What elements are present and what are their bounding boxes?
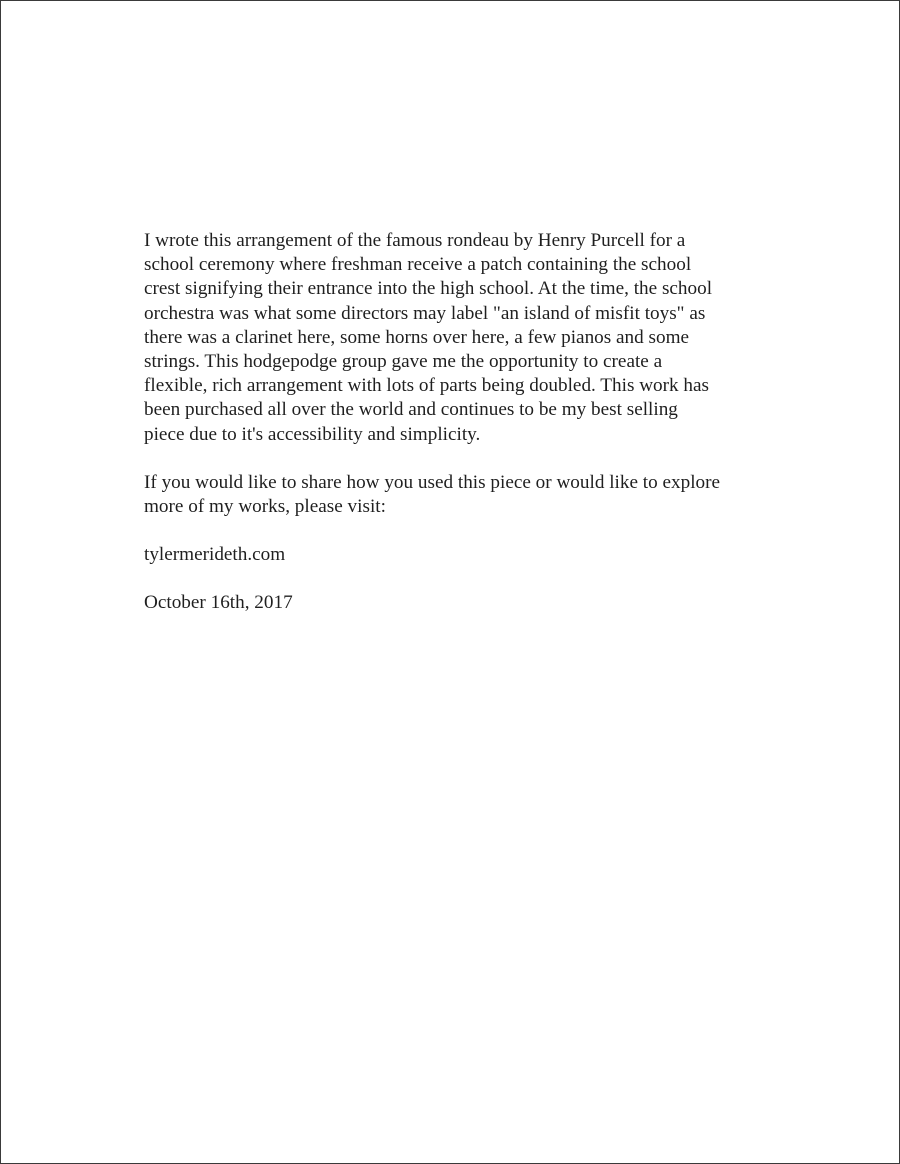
text-line: strings. This hodgepodge group gave me the opportunity to create a: [144, 351, 663, 373]
date-text: [144, 591, 804, 615]
text-line: flexible, rich arrangement with lots of parts being doubled. This work has: [144, 375, 710, 397]
paragraph-arrangement-notes: [144, 229, 804, 447]
text-line: I wrote this arrangement of the famous rondeau by Henry Purcell for a: [144, 230, 686, 251]
text-line: more of my works, please visit:: [144, 496, 386, 518]
text-line: school ceremony where freshman receive a patch containing the school: [144, 254, 692, 276]
document-body: [144, 229, 804, 616]
paragraph-contact-invite: [144, 471, 804, 519]
text-line: If you would like to share how you used this piece or would like to explore: [144, 471, 721, 493]
text-line: orchestra was what some directors may label "an island of misfit toys" as: [144, 302, 706, 324]
website-url: tylermerideth.com: [144, 544, 286, 566]
website-text: [144, 543, 804, 567]
text-line: crest signifying their entrance into the high school. At the time, the school: [144, 278, 713, 300]
text-line: piece due to it's accessibility and simplicity.: [144, 423, 481, 445]
document-date: October 16th, 2017: [144, 592, 293, 614]
text-line: there was a clarinet here, some horns over here, a few pianos and some: [144, 326, 690, 348]
text-line: been purchased all over the world and continues to be my best selling: [144, 399, 678, 421]
